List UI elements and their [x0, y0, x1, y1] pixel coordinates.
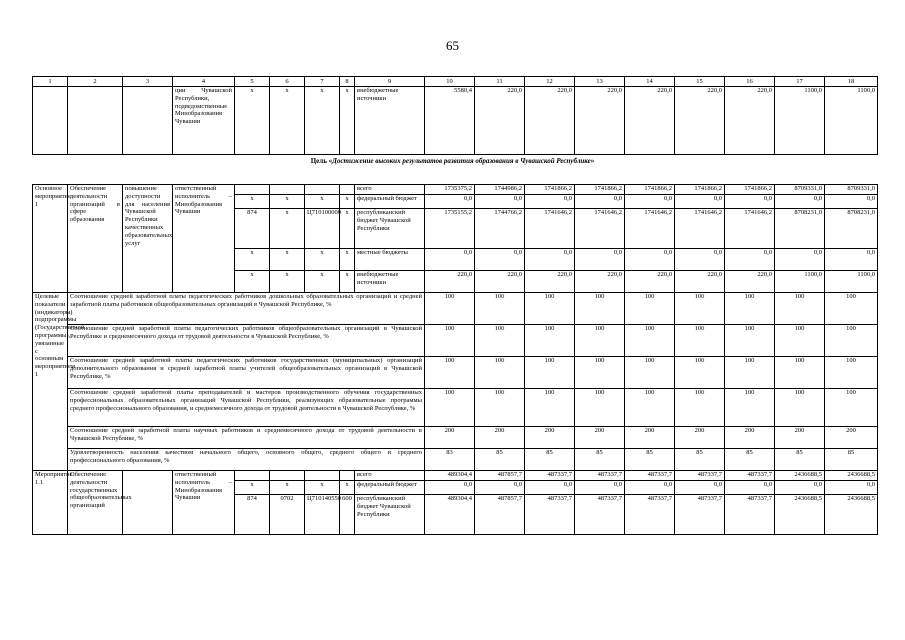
indicator-value: 200: [575, 427, 625, 449]
indicator-value: 100: [675, 293, 725, 325]
funding-source: всего: [355, 471, 425, 481]
indicator-value: 100: [625, 293, 675, 325]
value-cell: 0,0: [475, 481, 525, 495]
value-cell: 8709331,0: [775, 185, 825, 195]
value-cell: 487337,7: [675, 471, 725, 481]
value-cell: 8708231,0: [775, 209, 825, 249]
grbs-code: 874: [235, 495, 270, 535]
source-cell: внебюджетные источники: [355, 87, 425, 155]
value-cell: 0,0: [675, 481, 725, 495]
main-event-executor: ответственный исполнитель – Минобразования Чувашии: [173, 185, 235, 293]
indicator-value: 200: [625, 427, 675, 449]
value-cell: 487337,7: [725, 471, 775, 481]
funding-source: республиканский бюджет Чувашской Республики: [355, 209, 425, 249]
target-code: х: [305, 249, 340, 271]
value-cell: 489304,4: [425, 471, 475, 481]
column-number: 6: [270, 77, 305, 87]
value-cell: 487337,7: [525, 495, 575, 535]
value-cell: 1735375,2: [425, 185, 475, 195]
funding-source: местные бюджеты: [355, 249, 425, 271]
indicator-value: 200: [475, 427, 525, 449]
indicator-text: Удовлетворенность населения качеством начального общего, основного общего, среднего общего и среднего профессионального образования, %: [68, 449, 425, 471]
section-code: х: [270, 249, 305, 271]
column-number: 3: [123, 77, 173, 87]
value-cell: 0,0: [775, 249, 825, 271]
value-cell: 220,0: [575, 271, 625, 293]
page-number: 65: [446, 38, 459, 53]
indicator-value: 200: [775, 427, 825, 449]
column-number: 7: [305, 77, 340, 87]
indicator-value: 100: [725, 293, 775, 325]
column-number: 1: [33, 77, 68, 87]
value-cell: 487857,7: [475, 495, 525, 535]
value-cell: 0,0: [625, 249, 675, 271]
table-row: [33, 471, 878, 481]
indicator-row: [33, 427, 878, 449]
section-code: [270, 471, 305, 481]
target-code: Ц710140550: [305, 495, 340, 535]
indicator-value: 100: [525, 293, 575, 325]
indicator-value: 100: [825, 389, 878, 427]
column-number: 8: [340, 77, 355, 87]
indicator-text: Соотношение средней заработной платы педагогических работников дошкольных образовательных организаций и средней заработной платы работников общеобразовательных организаций в Чувашской Республике, %: [68, 293, 425, 325]
value-cell: 1741646,2: [675, 209, 725, 249]
value-cell: 1741866,2: [525, 185, 575, 195]
indicator-value: 200: [675, 427, 725, 449]
event-1-1-name: Обеспечение деятельности государственных общеобразовательных организаций: [68, 471, 123, 535]
column-number: 18: [825, 77, 878, 87]
value-cell: 0,0: [525, 195, 575, 209]
indicator-value: 100: [625, 325, 675, 357]
indicator-value: 100: [625, 357, 675, 389]
value-cell: 487337,7: [625, 495, 675, 535]
indicator-value: 100: [425, 293, 475, 325]
value-cell: 0,0: [425, 481, 475, 495]
target-code: Ц710100000: [305, 209, 340, 249]
target-code: х: [305, 271, 340, 293]
goal-heading: Цель «Достижение высоких результатов развития образования в Чувашской Республике»: [310, 157, 595, 165]
funding-source: внебюджетные источники: [355, 271, 425, 293]
indicator-row: [33, 389, 878, 427]
indicator-value: 100: [725, 389, 775, 427]
indicator-value: 100: [725, 325, 775, 357]
indicator-text: Соотношение средней заработной платы педагогических работников государственных (муниципальных) организаций дополнительного образования и средней заработной платы учителей общеобразовательных организаций в Чувашской Республике, %: [68, 357, 425, 389]
value-cell: 0,0: [475, 249, 525, 271]
value-cell: 0,0: [825, 195, 878, 209]
section-code: 0702: [270, 495, 305, 535]
value-cell: 0,0: [475, 195, 525, 209]
section-code: [270, 185, 305, 195]
target-code: [305, 185, 340, 195]
grbs-code: х: [235, 481, 270, 495]
value-cell: 0,0: [575, 481, 625, 495]
indicator-value: 85: [575, 449, 625, 471]
indicator-value: 85: [725, 449, 775, 471]
indicator-row: [33, 449, 878, 471]
value-cell: 0,0: [525, 249, 575, 271]
indicator-value: 100: [425, 325, 475, 357]
column-number: 11: [475, 77, 525, 87]
value-cell: 487337,7: [525, 471, 575, 481]
value-cell: 1100,0: [825, 271, 878, 293]
indicators-label: Целевые показатели (индикаторы) подпрограммы (Государственной программы), увязанные с основным мероприятием 1: [33, 293, 68, 471]
indicator-value: 100: [475, 293, 525, 325]
indicator-value: 100: [775, 293, 825, 325]
indicator-value: 100: [825, 325, 878, 357]
section-code: х: [270, 481, 305, 495]
main-event-title: Основное мероприятие 1: [33, 185, 68, 293]
event-1-1-executor: ответственный исполнитель – Минобразования Чувашии: [173, 471, 235, 535]
column-number: 9: [355, 77, 425, 87]
value-cell: 220,0: [725, 271, 775, 293]
target-code: [305, 471, 340, 481]
indicator-row: [33, 325, 878, 357]
value-cell: 1741866,2: [575, 185, 625, 195]
indicator-value: 85: [775, 449, 825, 471]
value-cell: 1744766,2: [475, 209, 525, 249]
indicator-value: 100: [475, 325, 525, 357]
main-event-name: Обеспечение деятельности организаций в сфере образования: [68, 185, 123, 293]
value-cell: 487337,7: [675, 495, 725, 535]
table-row: ции Чувашской Республики, подведомственные Минобразования Чувашии х х х х внебюджетные источники 5580,4 220,0 220,0 220,0 220,0 220,0 220,0 1100,0 1100,0: [33, 87, 878, 155]
grbs-code: [235, 185, 270, 195]
value-cell: 8708231,0: [825, 209, 878, 249]
value-cell: 2436688,5: [825, 471, 878, 481]
value-cell: 220,0: [675, 271, 725, 293]
value-cell: 1741866,2: [675, 185, 725, 195]
value-cell: 0,0: [825, 249, 878, 271]
value-cell: 220,0: [525, 271, 575, 293]
header-table: [32, 76, 878, 155]
indicator-value: 100: [575, 357, 625, 389]
value-cell: 487857,7: [475, 471, 525, 481]
value-cell: 1741646,2: [625, 209, 675, 249]
indicator-value: 100: [775, 357, 825, 389]
column-number: 16: [725, 77, 775, 87]
value-cell: 220,0: [625, 271, 675, 293]
indicator-value: 100: [525, 325, 575, 357]
indicator-value: 100: [475, 389, 525, 427]
grbs-code: 874: [235, 209, 270, 249]
indicator-value: 100: [675, 389, 725, 427]
indicator-row: [33, 293, 878, 325]
funding-source: федеральный бюджет: [355, 195, 425, 209]
target-code: х: [305, 195, 340, 209]
indicator-value: 200: [425, 427, 475, 449]
expense-type-code: х: [340, 195, 355, 209]
table-row: [33, 185, 878, 195]
target-code: х: [305, 481, 340, 495]
grbs-code: х: [235, 195, 270, 209]
indicator-value: 85: [475, 449, 525, 471]
executor-cell: ции Чувашской Республики, подведомственные Минобразования Чувашии: [173, 87, 235, 155]
column-number-row: [33, 77, 878, 87]
column-number: 12: [525, 77, 575, 87]
funding-source: республиканский бюджет Чувашской Республики: [355, 495, 425, 535]
indicator-value: 83: [425, 449, 475, 471]
section-code: х: [270, 195, 305, 209]
indicator-value: 85: [625, 449, 675, 471]
expense-type-code: х: [340, 209, 355, 249]
value-cell: 0,0: [675, 249, 725, 271]
value-cell: 1100,0: [775, 271, 825, 293]
value-cell: 1741866,2: [625, 185, 675, 195]
indicator-value: 100: [575, 293, 625, 325]
value-cell: 2436688,5: [825, 495, 878, 535]
value-cell: 0,0: [575, 249, 625, 271]
expense-type-code: [340, 185, 355, 195]
column-number: 15: [675, 77, 725, 87]
value-cell: 0,0: [575, 195, 625, 209]
value-cell: 0,0: [775, 195, 825, 209]
value-cell: 487337,7: [725, 495, 775, 535]
column-number: 14: [625, 77, 675, 87]
indicator-text: Соотношение средней заработной платы научных работников и среднемесячного дохода от трудовой деятельности в Чувашской Республике, %: [68, 427, 425, 449]
value-cell: 487337,7: [575, 495, 625, 535]
value-cell: 1741646,2: [725, 209, 775, 249]
main-event-goal: повышение доступности для населения Чувашской Республики качественных образовательных услуг: [123, 185, 173, 293]
indicator-value: 100: [775, 389, 825, 427]
value-cell: 2436688,5: [775, 495, 825, 535]
indicator-value: 85: [825, 449, 878, 471]
column-number: 4: [173, 77, 235, 87]
value-cell: 1741646,2: [525, 209, 575, 249]
section-code: х: [270, 209, 305, 249]
value-cell: 487337,7: [625, 471, 675, 481]
indicator-value: 85: [525, 449, 575, 471]
value-cell: 0,0: [675, 195, 725, 209]
section-code: х: [270, 271, 305, 293]
grbs-code: х: [235, 249, 270, 271]
indicator-value: 85: [675, 449, 725, 471]
indicator-value: 100: [675, 357, 725, 389]
value-cell: 1741646,2: [575, 209, 625, 249]
indicator-value: 100: [525, 357, 575, 389]
value-cell: 487337,7: [575, 471, 625, 481]
indicator-value: 100: [725, 357, 775, 389]
value-cell: 0,0: [625, 481, 675, 495]
column-number: 2: [68, 77, 123, 87]
indicator-value: 100: [625, 389, 675, 427]
indicator-value: 100: [825, 357, 878, 389]
indicator-row: [33, 357, 878, 389]
event-1-1-goal: [123, 471, 173, 535]
column-number: 10: [425, 77, 475, 87]
value-cell: 489304,4: [425, 495, 475, 535]
value-cell: 0,0: [725, 481, 775, 495]
indicator-value: 100: [825, 293, 878, 325]
indicator-value: 200: [525, 427, 575, 449]
value-cell: 0,0: [525, 481, 575, 495]
indicator-value: 100: [425, 357, 475, 389]
column-number: 13: [575, 77, 625, 87]
value-cell: 1741866,2: [725, 185, 775, 195]
column-number: 17: [775, 77, 825, 87]
value-cell: 0,0: [425, 195, 475, 209]
indicator-text: Соотношение средней заработной платы педагогических работников общеобразовательных организаций в Чувашской Республике и среднемесячного дохода от трудовой деятельности в Чувашской Республике, %: [68, 325, 425, 357]
expense-type-code: х: [340, 481, 355, 495]
indicator-value: 100: [775, 325, 825, 357]
event-1-1-title: Мероприятие 1.1: [33, 471, 68, 535]
value-cell: 1735155,2: [425, 209, 475, 249]
value-cell: 220,0: [475, 271, 525, 293]
value-cell: 220,0: [425, 271, 475, 293]
value-cell: 1744986,2: [475, 185, 525, 195]
program-table: [32, 184, 878, 535]
indicator-value: 100: [575, 325, 625, 357]
indicator-text: Соотношение средней заработной платы преподавателей и мастеров производственного обучения государственных профессиональных образовательных организаций Чувашской Республики, реализующих образовательные программы среднего профессионального образования, и среднемесячного дохода от трудовой деятельности в Чувашской Республике, %: [68, 389, 425, 427]
expense-type-code: х: [340, 271, 355, 293]
value-cell: 0,0: [725, 249, 775, 271]
grbs-code: [235, 471, 270, 481]
value-cell: 0,0: [425, 249, 475, 271]
grbs-code: х: [235, 271, 270, 293]
indicator-value: 100: [425, 389, 475, 427]
value-cell: 0,0: [825, 481, 878, 495]
indicator-value: 100: [525, 389, 575, 427]
value-cell: 2436688,5: [775, 471, 825, 481]
funding-source: всего: [355, 185, 425, 195]
indicator-value: 200: [725, 427, 775, 449]
expense-type-code: х: [340, 249, 355, 271]
expense-type-code: [340, 471, 355, 481]
indicator-value: 100: [675, 325, 725, 357]
value-cell: 8709331,0: [825, 185, 878, 195]
indicator-value: 100: [575, 389, 625, 427]
indicator-value: 200: [825, 427, 878, 449]
value-cell: 0,0: [625, 195, 675, 209]
indicator-value: 100: [475, 357, 525, 389]
value-cell: 0,0: [725, 195, 775, 209]
column-number: 5: [235, 77, 270, 87]
funding-source: федеральный бюджет: [355, 481, 425, 495]
expense-type-code: 600: [340, 495, 355, 535]
value-cell: 0,0: [775, 481, 825, 495]
